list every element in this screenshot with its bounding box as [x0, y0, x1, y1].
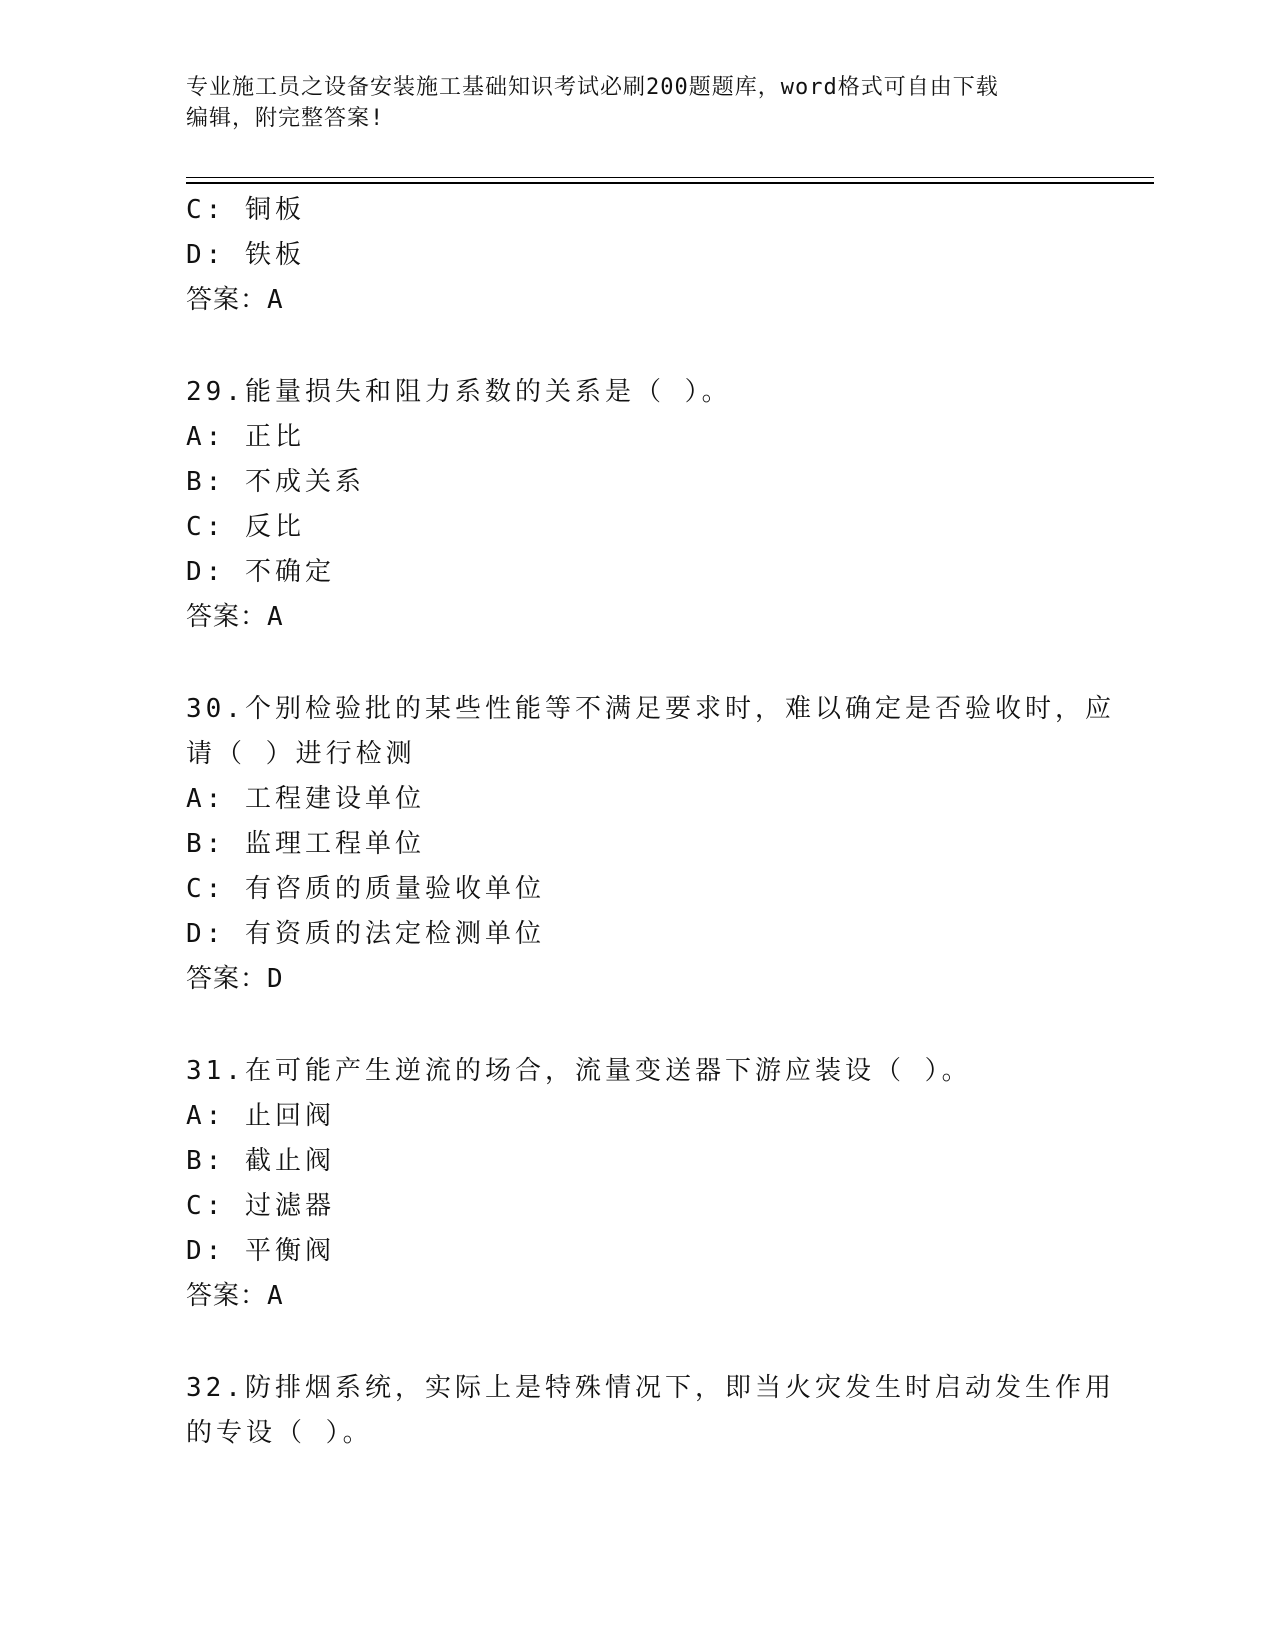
header-divider-thick [186, 182, 1154, 184]
prev-option-c: C: 铜板 [186, 195, 305, 225]
q31-answer: 答案：A [186, 1281, 284, 1311]
q31-text: 31.在可能产生逆流的场合，流量变送器下游应装设（ ）。 [186, 1056, 972, 1086]
q30-option-c: C: 有咨质的质量验收单位 [186, 874, 545, 904]
header-divider-thin [186, 177, 1154, 178]
q29-text: 29.能量损失和阻力系数的关系是（ ）。 [186, 377, 732, 407]
q30-option-d: D: 有资质的法定检测单位 [186, 919, 545, 949]
q31-option-b: B: 截止阀 [186, 1146, 335, 1176]
prev-answer: 答案：A [186, 285, 284, 315]
q32-text-line-2: 的专设（ ）。 [186, 1418, 373, 1448]
q31-option-d: D: 平衡阀 [186, 1236, 335, 1266]
header-line-1: 专业施工员之设备安装施工基础知识考试必刷200题题库，word格式可自由下载 [186, 75, 999, 100]
document-header [186, 72, 1086, 134]
q29-option-b: B: 不成关系 [186, 467, 365, 497]
q29-option-a: A: 正比 [186, 422, 305, 452]
q30-option-b: B: 监理工程单位 [186, 829, 425, 859]
prev-option-d: D: 铁板 [186, 240, 305, 270]
q32-text-line-1: 32.防排烟系统，实际上是特殊情况下，即当火灾发生时启动发生作用 [186, 1373, 1115, 1403]
q29-option-c: C: 反比 [186, 512, 305, 542]
header-line-2: 编辑，附完整答案! [186, 106, 385, 131]
q30-option-a: A: 工程建设单位 [186, 784, 425, 814]
q30-answer: 答案：D [186, 964, 284, 994]
q29-answer: 答案：A [186, 602, 284, 632]
q31-option-c: C: 过滤器 [186, 1191, 335, 1221]
q30-text-line-1: 30.个别检验批的某些性能等不满足要求时，难以确定是否验收时，应 [186, 694, 1115, 724]
q31-option-a: A: 止回阀 [186, 1101, 335, 1131]
q29-option-d: D: 不确定 [186, 557, 335, 587]
q30-text-line-2: 请（ ）进行检测 [186, 739, 416, 769]
